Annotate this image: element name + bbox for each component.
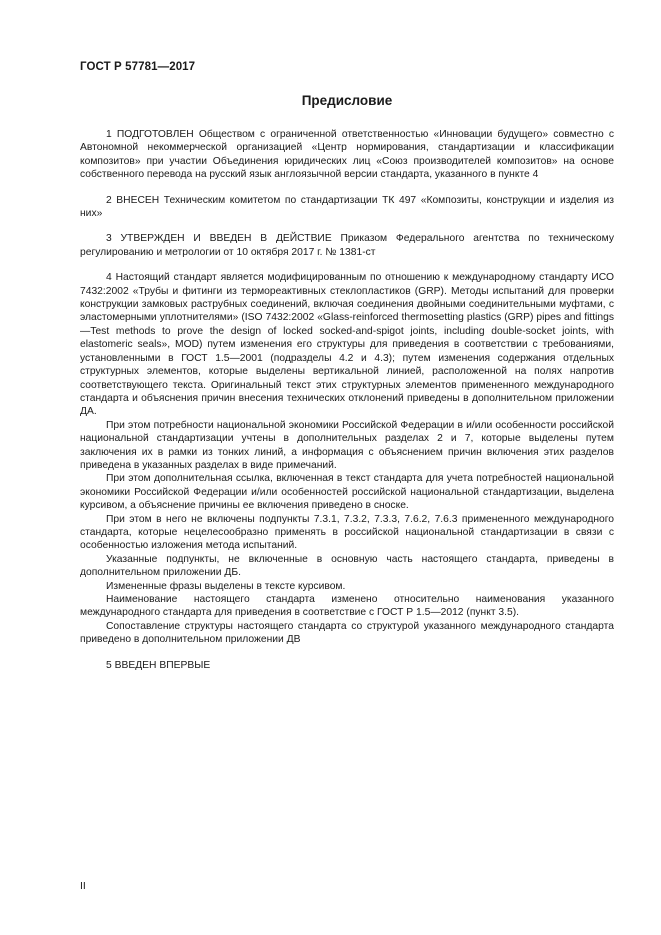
paragraph-3: 3 УТВЕРЖДЕН И ВВЕДЕН В ДЕЙСТВИЕ Приказом Федерального агентства по техническому регулированию и метрологии от 10 октября 2017 г. № 1381-ст	[80, 233, 614, 258]
document-header: ГОСТ Р 57781—2017	[80, 61, 196, 73]
preface-body	[80, 128, 614, 684]
paragraph-4-annex-dv: Сопоставление структуры настоящего стандарта со структурой указанного международного стандарта приведено в дополнительном приложении ДВ	[80, 620, 614, 646]
section-title: Предисловие	[301, 93, 393, 108]
paragraph-1: 1 ПОДГОТОВЛЕН Обществом с ограниченной ответственностью «Инновации будущего» совместно с Автономной некоммерческой организацией «Центр нормирования, стандартизации и классификации композитов» при участии Объединения юридических лиц «Союз производителей композитов» на основе собственного перевода на русский язык англоязычной версии стандарта, указанного в пункте 4	[80, 129, 614, 181]
paragraph-5: 5 ВВЕДЕН ВПЕРВЫЕ	[106, 659, 211, 671]
paragraph-4-name-change: Наименование настоящего стандарта изменено относительно наименования указанного международного стандарта для приведения в соответствие с ГОСТ Р 1.5—2012 (пункт 3.5).	[80, 594, 614, 619]
paragraph-4-reference: При этом дополнительная ссылка, включенная в текст стандарта для учета потребностей национальной экономики Российской Федерации и/или особенностей российской национальной стандартизации, выделена курсивом, а объяснение причины ее включения приведено в сноске.	[80, 473, 614, 512]
paragraph-4-italic-note: Измененные фразы выделены в тексте курсивом.	[106, 580, 346, 592]
paragraph-4-excluded: При этом в него не включены подпункты 7.3.1, 7.3.2, 7.3.3, 7.6.2, 7.6.3 примененного международного стандарта, которые нецелесообразно применять в российской национальной стандартизации в связи с особенностью изложения метода испытаний.	[80, 513, 614, 552]
paragraph-4-needs: При этом потребности национальной экономики Российской Федерации в и/или особенности российской национальной стандартизации учтены в дополнительных разделах 2 и 7, которые выделены путем заключения их в рамки из тонких линий, а информация с объяснением причин включения этих разделов приведена в указанных разделах в виде примечаний.	[80, 419, 614, 471]
page-number: II	[80, 880, 86, 892]
paragraph-4: 4 Настоящий стандарт является модифицированным по отношению к международному стандарту ИСО 7432:2002 «Трубы и фитинги из термореактивных стеклопластиков (GRP). Методы испытаний для проверки конструкции замковых раструбных соединений, включая соединения двойными соединительными муфтами, с эластомерными уплотнителями» (ISO 7432:2002 «Glass-reinforced thermosetting plastics (GRP) pipes and fittings —Test methods to prove the design of locked socked-and-spigot joints, including double-socket joints, with elastomeric seals», MOD) путем изменения его структуры для приведения в соответствии с требованиями, установленными в ГОСТ 1.5—2001 (подразделы 4.2 и 4.3); путем изменения содержания отдельных структурных элементов, которые выделены вертикальной линией, расположенной на полях напротив соответствующего текста. Оригинальный текст этих структурных элементов примененного международного стандарта и объяснения причин внесения технических отклонений приведены в дополнительном приложении ДА.	[80, 272, 614, 418]
paragraph-2: 2 ВНЕСЕН Техническим комитетом по стандартизации ТК 497 «Композиты, конструкции и изделия из них»	[80, 194, 614, 220]
paragraph-4-annex-db: Указанные подпункты, не включенные в основную часть настоящего стандарта, приведены в дополнительном приложении ДБ.	[80, 553, 614, 579]
